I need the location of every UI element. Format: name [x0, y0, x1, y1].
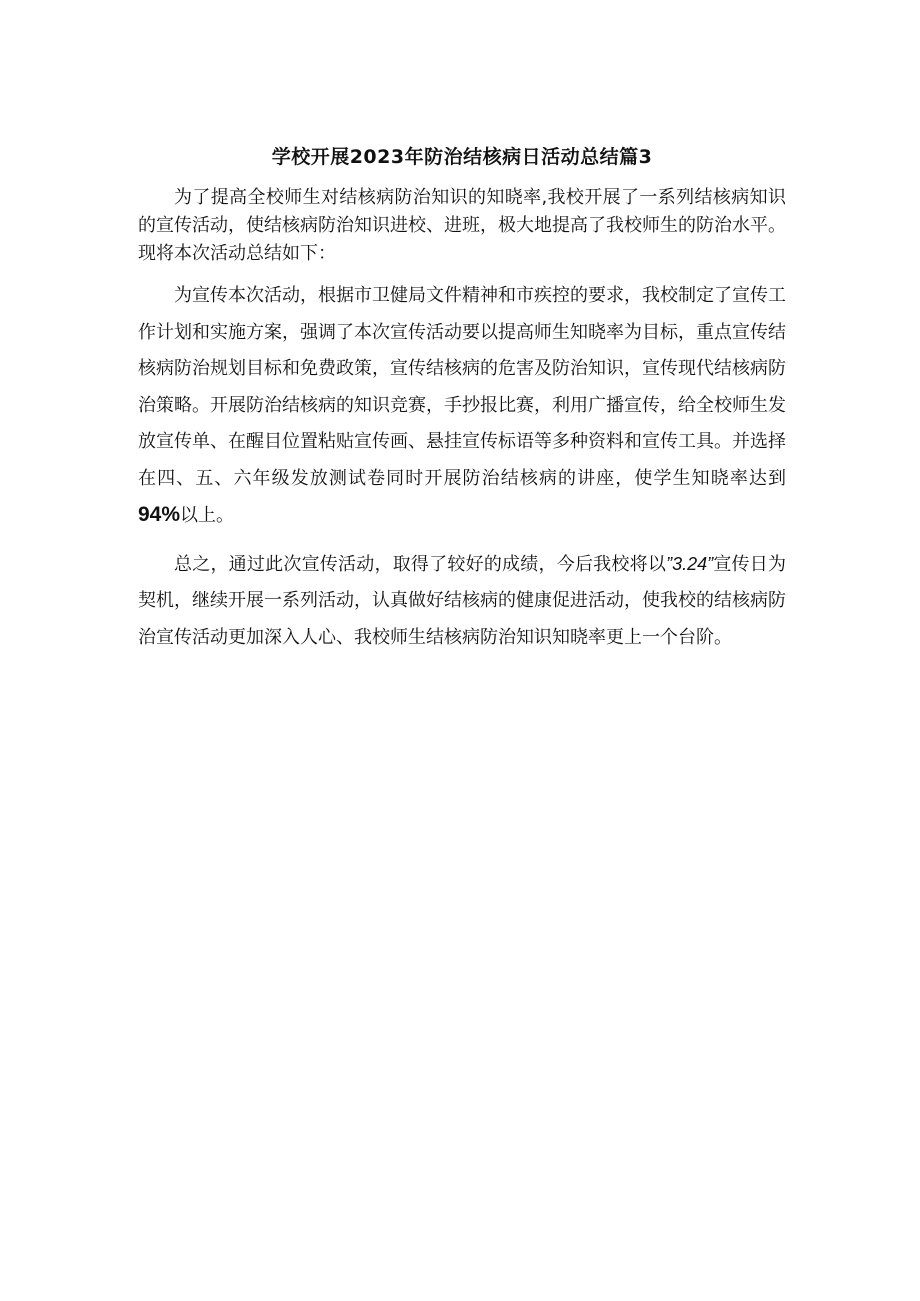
document-page [138, 142, 786, 656]
awareness-day-date: ”3.24” [666, 553, 714, 574]
paragraph-activities-text: 为宣传本次活动，根据市卫健局文件精神和市疾控的要求，我校制定了宣传工作计划和实施方案，强调了本次宣传活动要以提高师生知晓率为目标，重点宣传结核病防治规划目标和免费政策，宣传结核病的危害及防治知识，宣传现代结核病防治策略。开展防治结核病的知识竞赛，手抄报比赛，利用广播宣传，给全校师生发放宣传单、在醒目位置粘贴宣传画、悬挂宣传标语等多种资料和宣传工具。并选择在四、五、六年级发放测试卷同时开展防治结核病的讲座，使学生知晓率达到 [138, 285, 786, 489]
awareness-rate: 94% [138, 503, 181, 526]
paragraph-conclusion [138, 546, 786, 657]
paragraph-activities-end: 以上。 [180, 505, 235, 526]
paragraph-conclusion-text: 总之，通过此次宣传活动，取得了较好的成绩，今后我校将以 [174, 553, 667, 575]
document-title: 学校开展2023年防治结核病日活动总结篇3 [271, 146, 653, 168]
paragraph-intro: 为了提高全校师生对结核病防治知识的知晓率,我校开展了一系列结核病知识的宣传活动，使结核病防治知识进校、进班，极大地提高了我校师生的防治水平。现将本次活动总结如下： [138, 187, 786, 264]
paragraph-activities [138, 278, 786, 535]
paragraph-conclusion-end: 宣传日为契机，继续开展一系列活动，认真做好结核病的健康促进活动，使我校的结核病防治宣传活动更加深入人心、我校师生结核病防治知识知晓率更上一个台阶。 [138, 553, 787, 648]
